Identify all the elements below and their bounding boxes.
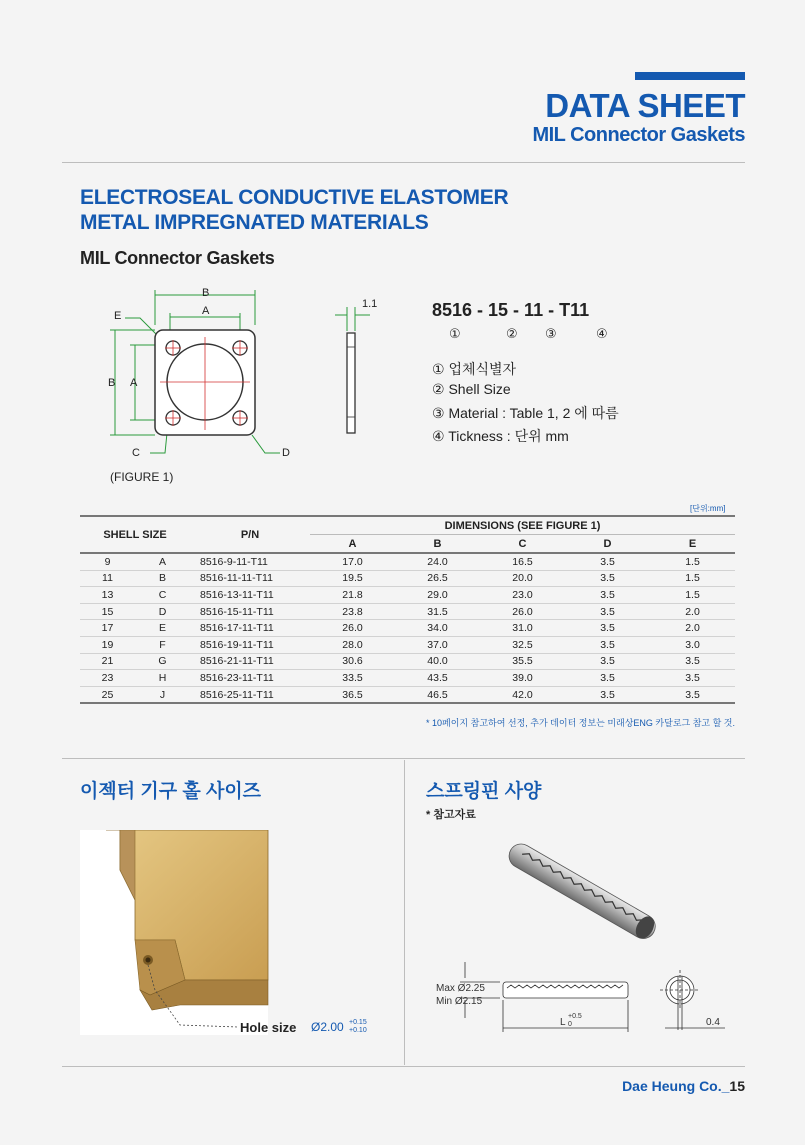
footer-divider — [62, 1066, 745, 1067]
dim-label-a-top: A — [202, 305, 210, 317]
dim-label-c: C — [132, 447, 140, 459]
table-row: 25 J 8516-25-11-T11 36.5 46.5 42.0 3.5 3.5 — [80, 686, 735, 703]
section-divider — [62, 758, 745, 759]
header-dim-b: B — [395, 535, 480, 554]
page-subtitle: MIL Connector Gaskets — [532, 124, 745, 146]
section-heading-line2: METAL IMPREGNATED MATERIALS — [80, 211, 429, 234]
pn-marker-2: ② — [506, 326, 518, 341]
spring-pin-section-title: 스프링핀 사양 — [426, 781, 542, 802]
table-row: 23 H 8516-23-11-T11 33.5 43.5 39.0 3.5 3.5 — [80, 670, 735, 687]
table-row: 17 E 8516-17-11-T11 26.0 34.0 31.0 3.5 2.0 — [80, 620, 735, 637]
page-title: DATA SHEET — [545, 87, 745, 124]
table-row: 15 D 8516-15-11-T11 23.8 31.5 26.0 3.5 2.0 — [80, 603, 735, 620]
header-dim-d: D — [565, 535, 650, 554]
dim-label-b-top: B — [202, 287, 210, 299]
dim-label-a-side: A — [130, 377, 138, 389]
table-row: 9 A 8516-9-11-T11 17.0 24.0 16.5 3.5 1.5 — [80, 553, 735, 570]
hole-size-value: Ø2.00 — [311, 1020, 344, 1034]
pn-legend-4: ④ Tickness : 단위 mm — [432, 428, 569, 444]
section-heading-line1: ELECTROSEAL CONDUCTIVE ELASTOMER — [80, 186, 509, 209]
pn-marker-3: ③ — [545, 326, 557, 341]
hole-tol-minus: +0.10 — [349, 1027, 367, 1034]
length-tol-minus: 0 — [568, 1021, 572, 1028]
spring-pin-reference: * 참고자료 — [426, 809, 476, 821]
spring-pin-length-label: L — [560, 1017, 566, 1028]
spring-pin-slot-width: 0.4 — [706, 1017, 720, 1028]
pn-legend-1: ① 업체식별자 — [432, 361, 517, 377]
ejector-section-title: 이젝터 기구 홀 사이즈 — [80, 781, 262, 802]
header-dim-a: A — [310, 535, 395, 554]
pn-marker-1: ① — [449, 326, 461, 341]
unit-label: [단위:mm] — [690, 504, 726, 513]
column-divider — [404, 760, 405, 1065]
section-subheading: MIL Connector Gaskets — [80, 248, 275, 268]
table-row: 19 F 8516-19-11-T11 28.0 37.0 32.5 3.5 3.0 — [80, 636, 735, 653]
dim-label-b-side: B — [108, 377, 116, 389]
hole-size-label: Hole size — [240, 1020, 297, 1035]
header-dim-e: E — [650, 535, 735, 554]
pn-legend-2: ② Shell Size — [432, 381, 511, 397]
header-dimensions: DIMENSIONS (SEE FIGURE 1) — [310, 516, 735, 535]
part-number-code: 8516 - 15 - 11 - T11 — [432, 300, 590, 320]
spec-table — [80, 515, 735, 704]
dim-label-e: E — [114, 310, 122, 322]
table-row: 11 B 8516-11-11-T11 19.5 26.5 20.0 3.5 1.5 — [80, 570, 735, 587]
ejector-illustration — [80, 830, 380, 1040]
spring-pin-drawing — [455, 960, 725, 1035]
dim-label-d: D — [282, 447, 290, 459]
header-accent-bar — [635, 72, 745, 80]
header-divider — [62, 162, 745, 163]
pn-marker-4: ④ — [596, 326, 608, 341]
figure-caption: (FIGURE 1) — [110, 470, 174, 484]
footer-company: Dae Heung Co._ — [622, 1078, 730, 1094]
thickness-label: 1.1 — [362, 298, 378, 310]
header-dim-c: C — [480, 535, 565, 554]
spring-pin-max-dia: Max Ø2.25 — [436, 983, 485, 994]
gasket-side-view — [335, 295, 385, 445]
table-row: 21 G 8516-21-11-T11 30.6 40.0 35.5 3.5 3.5 — [80, 653, 735, 670]
footer — [622, 1078, 745, 1094]
header-pn: P/N — [190, 516, 310, 553]
spring-pin-min-dia: Min Ø2.15 — [436, 996, 483, 1007]
table-row: 13 C 8516-13-11-T11 21.8 29.0 23.0 3.5 1.5 — [80, 587, 735, 604]
spring-pin-illustration — [500, 840, 670, 950]
table-note: * 10페이지 참고하여 선정, 추가 데이터 정보는 미래상ENG 카달로그 참고 할 것. — [426, 718, 735, 728]
page-number: 15 — [729, 1078, 745, 1094]
header-shell-size: SHELL SIZE — [80, 516, 190, 553]
length-tol-plus: +0.5 — [568, 1013, 582, 1020]
pn-legend-3: ③ Material : Table 1, 2 에 따름 — [432, 405, 619, 421]
hole-tol-plus: +0.15 — [349, 1019, 367, 1026]
